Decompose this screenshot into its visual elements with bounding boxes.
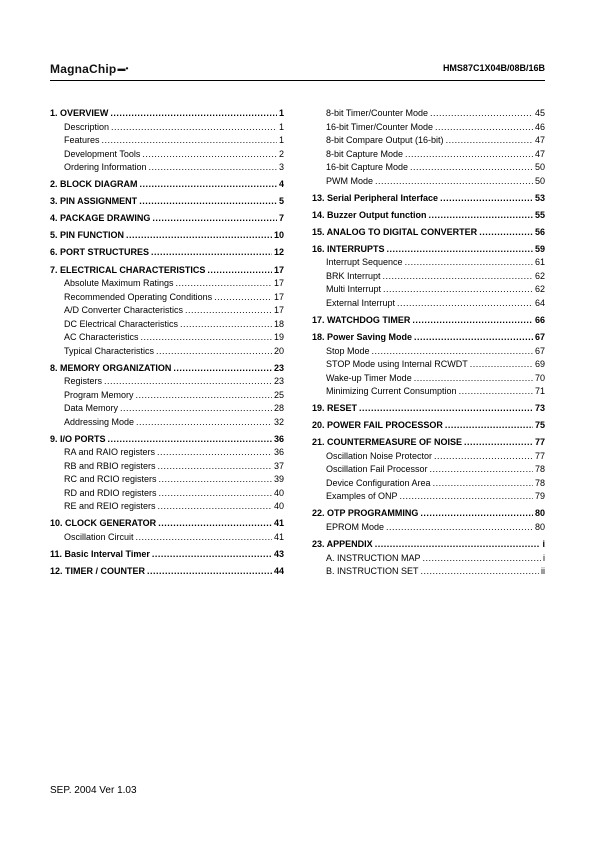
toc-entry-title: Data Memory xyxy=(64,403,119,414)
toc-entry-title: 23. APPENDIX xyxy=(312,539,373,550)
toc-section-entry[interactable] xyxy=(50,362,284,376)
toc-page-number: 25 xyxy=(273,389,284,400)
toc-page-number: 23 xyxy=(273,376,284,387)
toc-right-column xyxy=(312,107,545,579)
toc-leader-dots xyxy=(410,161,533,175)
toc-entry-title: 11. Basic Interval Timer xyxy=(50,548,150,559)
toc-entry-title: 21. COUNTERMEASURE OF NOISE xyxy=(312,437,463,448)
toc-page-number: 77 xyxy=(534,450,545,461)
toc-leader-dots xyxy=(152,212,277,226)
toc-leader-dots xyxy=(157,446,272,460)
logo-text: MagnaChip xyxy=(50,62,117,76)
toc-leader-dots xyxy=(400,490,533,504)
toc-page-number: 39 xyxy=(273,474,284,485)
toc-leader-dots xyxy=(149,161,277,175)
toc-subsection-entry[interactable] xyxy=(50,375,284,389)
toc-subsection-entry[interactable] xyxy=(312,175,545,189)
toc-leader-dots xyxy=(387,243,533,257)
toc-page-number: 66 xyxy=(534,314,545,325)
toc-entry-title: 3. PIN ASSIGNMENT xyxy=(50,196,138,207)
toc-page-number: 50 xyxy=(534,162,545,172)
toc-page-number: 12 xyxy=(273,247,284,258)
toc-leader-dots xyxy=(470,358,533,372)
toc-page-number: 17 xyxy=(273,291,284,302)
toc-page-number: 47 xyxy=(534,135,545,145)
toc-entry-title: 1. OVERVIEW xyxy=(50,108,109,118)
toc-page-number: 4 xyxy=(278,179,284,190)
toc-leader-dots xyxy=(375,175,533,189)
toc-entry-title: External Interrupt xyxy=(326,297,396,308)
toc-entry-title: STOP Mode using Internal RCWDT xyxy=(326,359,468,370)
toc-entry-title: 19. RESET xyxy=(312,403,358,414)
toc-subsection-entry[interactable] xyxy=(312,121,545,135)
toc-entry-title: Oscillation Circuit xyxy=(64,531,134,542)
toc-page-number: 77 xyxy=(534,437,545,448)
toc-entry-title: RD and RDIO registers xyxy=(64,487,157,498)
toc-section-entry[interactable] xyxy=(312,419,545,433)
toc-leader-dots xyxy=(430,107,533,121)
toc-page-number: 44 xyxy=(273,566,284,577)
toc-page-number: 78 xyxy=(534,477,545,488)
toc-leader-dots xyxy=(214,291,272,305)
toc-subsection-entry[interactable] xyxy=(312,450,545,464)
toc-page-number: 62 xyxy=(534,284,545,295)
toc-entry-title: Typical Characteristics xyxy=(64,345,155,356)
toc-subsection-entry[interactable] xyxy=(50,446,284,460)
toc-entry-title: 16-bit Timer/Counter Mode xyxy=(326,121,434,132)
toc-page-number: 64 xyxy=(534,297,545,308)
toc-page-number: 17 xyxy=(273,305,284,316)
toc-leader-dots xyxy=(152,548,272,562)
toc-entry-title: RE and REIO registers xyxy=(64,501,156,512)
toc-entry-title: 9. I/O PORTS xyxy=(50,433,106,444)
toc-entry-title: Registers xyxy=(64,376,103,387)
toc-subsection-entry[interactable] xyxy=(312,552,545,566)
toc-entry-title: 8-bit Compare Output (16-bit) xyxy=(326,135,444,145)
header-rule xyxy=(50,80,545,81)
toc-entry-title: Multi Interrupt xyxy=(326,284,382,295)
toc-page-number: 80 xyxy=(534,508,545,519)
toc-page-number: 28 xyxy=(273,403,284,414)
toc-leader-dots xyxy=(386,521,533,535)
toc-subsection-entry[interactable] xyxy=(50,331,284,345)
toc-entry-title: Oscillation Noise Protector xyxy=(326,450,433,461)
toc-subsection-entry[interactable] xyxy=(50,148,284,162)
toc-subsection-entry[interactable] xyxy=(50,402,284,416)
toc-entry-title: RC and RCIO registers xyxy=(64,474,157,485)
toc-page-number: 17 xyxy=(273,278,284,289)
toc-subsection-entry[interactable] xyxy=(312,283,545,297)
toc-subsection-entry[interactable] xyxy=(312,521,545,535)
toc-page-number: 41 xyxy=(273,531,284,542)
toc-subsection-entry[interactable] xyxy=(312,490,545,504)
toc-leader-dots xyxy=(140,178,277,192)
toc-section-entry[interactable] xyxy=(312,243,545,257)
toc-leader-dots xyxy=(414,331,533,345)
toc-entry-title: EPROM Mode xyxy=(326,521,385,532)
toc-section-entry[interactable] xyxy=(50,433,284,447)
toc-leader-dots xyxy=(108,433,272,447)
toc-subsection-entry[interactable] xyxy=(50,277,284,291)
toc-subsection-entry[interactable] xyxy=(50,134,284,148)
toc-leader-dots xyxy=(141,331,272,345)
toc-subsection-entry[interactable] xyxy=(312,385,545,399)
toc-section-entry[interactable] xyxy=(50,107,284,121)
toc-page-number: 7 xyxy=(278,213,284,224)
toc-leader-dots xyxy=(383,283,533,297)
toc-entry-title: Description xyxy=(64,121,110,132)
toc-subsection-entry[interactable] xyxy=(50,121,284,135)
toc-entry-title: 8. MEMORY ORGANIZATION xyxy=(50,362,172,373)
toc-page-number: 10 xyxy=(273,230,284,241)
toc-entry-title: Ordering Information xyxy=(64,162,147,172)
toc-entry-title: Addressing Mode xyxy=(64,416,135,427)
toc-leader-dots xyxy=(359,402,533,416)
toc-subsection-entry[interactable] xyxy=(50,500,284,514)
toc-subsection-entry[interactable] xyxy=(50,291,284,305)
toc-page-number: 1 xyxy=(278,121,284,132)
toc-page-number: 70 xyxy=(534,372,545,383)
toc-leader-dots xyxy=(446,134,533,148)
toc-subsection-entry[interactable] xyxy=(50,345,284,359)
toc-page-number: 50 xyxy=(534,175,545,186)
toc-section-entry[interactable] xyxy=(50,212,284,226)
toc-entry-title: A/D Converter Characteristics xyxy=(64,305,184,316)
toc-subsection-entry[interactable] xyxy=(312,107,545,121)
toc-page-number: 79 xyxy=(534,491,545,502)
toc-page-number: 40 xyxy=(273,487,284,498)
toc-entry-title: Absolute Maximum Ratings xyxy=(64,278,174,289)
toc-leader-dots xyxy=(405,148,533,162)
toc-entry-title: DC Electrical Characteristics xyxy=(64,318,179,329)
toc-entry-title: 16. INTERRUPTS xyxy=(312,243,385,254)
toc-subsection-entry[interactable] xyxy=(312,358,545,372)
toc-subsection-entry[interactable] xyxy=(312,148,545,162)
toc-page-number: 2 xyxy=(278,148,284,159)
toc-leader-dots xyxy=(159,487,272,501)
toc-subsection-entry[interactable] xyxy=(312,372,545,386)
toc-page-number: 5 xyxy=(278,196,284,207)
toc-entry-title: Device Configuration Area xyxy=(326,477,431,488)
toc-leader-dots xyxy=(104,375,272,389)
toc-entry-title: B. INSTRUCTION SET xyxy=(326,566,419,577)
toc-page-number: 23 xyxy=(273,362,284,373)
toc-entry-title: AC Characteristics xyxy=(64,332,139,343)
toc-entry-title: Development Tools xyxy=(64,148,141,159)
toc-subsection-entry[interactable] xyxy=(312,161,545,175)
toc-leader-dots xyxy=(423,552,541,566)
toc-page-number: 41 xyxy=(273,518,284,529)
toc-subsection-entry[interactable] xyxy=(312,134,545,148)
toc-entry-title: 4. PACKAGE DRAWING xyxy=(50,213,151,224)
toc-leader-dots xyxy=(430,463,533,477)
toc-page-number: 1 xyxy=(278,108,284,118)
toc-subsection-entry[interactable] xyxy=(50,416,284,430)
toc-page-number: 80 xyxy=(534,521,545,532)
toc-subsection-entry[interactable] xyxy=(312,565,545,579)
toc-section-entry[interactable] xyxy=(312,209,545,223)
toc-page-number: 61 xyxy=(534,257,545,268)
toc-leader-dots xyxy=(459,385,533,399)
toc-leader-dots xyxy=(110,107,277,121)
toc-leader-dots xyxy=(420,507,533,521)
toc-subsection-entry[interactable] xyxy=(312,270,545,284)
toc-entry-title: Stop Mode xyxy=(326,345,370,356)
toc-leader-dots xyxy=(433,477,533,491)
toc-page-number: 62 xyxy=(534,270,545,281)
toc-page-number: 59 xyxy=(534,243,545,254)
toc-entry-title: 5. PIN FUNCTION xyxy=(50,230,125,241)
toc-leader-dots xyxy=(147,565,272,579)
toc-page-number: 40 xyxy=(273,501,284,512)
toc-entry-title: Recommended Operating Conditions xyxy=(64,291,213,302)
logo-mark-icon: ▬• xyxy=(117,64,129,73)
toc-section-entry[interactable] xyxy=(50,548,284,562)
toc-entry-title: 16-bit Capture Mode xyxy=(326,162,409,172)
toc-section-entry[interactable] xyxy=(312,507,545,521)
toc-page-number: 18 xyxy=(273,318,284,329)
toc-entry-title: 20. POWER FAIL PROCESSOR xyxy=(312,420,443,431)
toc-entry-title: 14. Buzzer Output function xyxy=(312,209,427,220)
toc-page-number: 69 xyxy=(534,359,545,370)
toc-page-number: 1 xyxy=(278,135,284,145)
toc-leader-dots xyxy=(383,270,533,284)
toc-leader-dots xyxy=(136,416,272,430)
toc-subsection-entry[interactable] xyxy=(50,389,284,403)
toc-leader-dots xyxy=(207,264,272,278)
toc-leader-dots xyxy=(375,538,541,552)
toc-subsection-entry[interactable] xyxy=(312,256,545,270)
toc-entry-title: A. INSTRUCTION MAP xyxy=(326,552,421,563)
toc-page-number: 45 xyxy=(534,108,545,118)
toc-entry-title: 6. PORT STRUCTURES xyxy=(50,247,150,258)
toc-leader-dots xyxy=(372,345,533,359)
toc-subsection-entry[interactable] xyxy=(50,487,284,501)
toc-subsection-entry[interactable] xyxy=(312,345,545,359)
toc-page-number: 36 xyxy=(273,433,284,444)
toc-subsection-entry[interactable] xyxy=(50,531,284,545)
toc-page-number: 20 xyxy=(273,345,284,356)
toc-subsection-entry[interactable] xyxy=(50,161,284,175)
toc-page-number: 75 xyxy=(534,420,545,431)
toc-section-entry[interactable] xyxy=(50,229,284,243)
toc-page-number: 67 xyxy=(534,345,545,356)
toc-entry-title: Features xyxy=(64,135,100,145)
toc-page-number: 43 xyxy=(273,548,284,559)
toc-entry-title: Oscillation Fail Processor xyxy=(326,464,428,475)
toc-page-number: 67 xyxy=(534,332,545,343)
toc-page-number: i xyxy=(543,552,545,563)
toc-section-entry[interactable] xyxy=(50,517,284,531)
toc-leader-dots xyxy=(158,517,272,531)
toc-section-entry[interactable] xyxy=(312,331,545,345)
toc-leader-dots xyxy=(412,314,533,328)
toc-leader-dots xyxy=(159,473,272,487)
toc-entry-title: 10. CLOCK GENERATOR xyxy=(50,518,157,529)
toc-entry-title: 18. Power Saving Mode xyxy=(312,332,413,343)
toc-entry-title: 7. ELECTRICAL CHARACTERISTICS xyxy=(50,264,206,275)
toc-left-column xyxy=(50,107,284,579)
toc-subsection-entry[interactable] xyxy=(50,304,284,318)
toc-leader-dots xyxy=(111,121,277,135)
toc-leader-dots xyxy=(136,389,272,403)
toc-entry-title: 17. WATCHDOG TIMER xyxy=(312,314,411,325)
toc-leader-dots xyxy=(126,229,272,243)
toc-page-number: 3 xyxy=(278,162,284,172)
toc-page-number: 46 xyxy=(534,121,545,132)
toc-page-number: 17 xyxy=(273,264,284,275)
toc-leader-dots xyxy=(158,460,272,474)
toc-section-entry[interactable] xyxy=(50,195,284,209)
toc-leader-dots xyxy=(397,297,533,311)
toc-leader-dots xyxy=(464,436,533,450)
toc-page-number: 37 xyxy=(273,460,284,471)
toc-leader-dots xyxy=(136,531,272,545)
footer-version: SEP. 2004 Ver 1.03 xyxy=(50,785,137,796)
toc-subsection-entry[interactable] xyxy=(312,297,545,311)
toc-leader-dots xyxy=(120,402,272,416)
page-header xyxy=(50,62,545,78)
toc-page-number: ii xyxy=(541,566,545,577)
toc-entry-title: 8-bit Timer/Counter Mode xyxy=(326,108,429,118)
toc-page-number: i xyxy=(542,539,545,550)
toc-leader-dots xyxy=(173,362,272,376)
toc-section-entry[interactable] xyxy=(50,246,284,260)
toc-page-number: 36 xyxy=(273,447,284,458)
toc-leader-dots xyxy=(445,419,533,433)
toc-page-number: 53 xyxy=(534,192,545,203)
toc-leader-dots xyxy=(429,209,533,223)
toc-entry-title: PWM Mode xyxy=(326,175,374,186)
toc-subsection-entry[interactable] xyxy=(312,463,545,477)
document-id: HMS87C1X04B/08B/16B xyxy=(442,63,545,73)
toc-section-entry[interactable] xyxy=(50,178,284,192)
toc-subsection-entry[interactable] xyxy=(50,460,284,474)
toc-leader-dots xyxy=(440,192,533,206)
toc-leader-dots xyxy=(142,148,277,162)
toc-entry-title: RA and RAIO registers xyxy=(64,447,156,458)
toc-leader-dots xyxy=(151,246,272,260)
toc-leader-dots xyxy=(156,345,272,359)
toc-section-entry[interactable] xyxy=(312,192,545,206)
toc-entry-title: Program Memory xyxy=(64,389,134,400)
toc-entry-title: 12. TIMER / COUNTER xyxy=(50,566,146,577)
toc-page-number: 78 xyxy=(534,464,545,475)
toc-leader-dots xyxy=(185,304,272,318)
toc-page-number: 71 xyxy=(534,386,545,397)
toc-page-number: 56 xyxy=(534,226,545,237)
toc-leader-dots xyxy=(434,450,533,464)
toc-section-entry[interactable] xyxy=(312,314,545,328)
toc-entry-title: Wake-up Timer Mode xyxy=(326,372,412,383)
toc-leader-dots xyxy=(102,134,277,148)
toc-entry-title: BRK Interrupt xyxy=(326,270,381,281)
toc-subsection-entry[interactable] xyxy=(50,318,284,332)
toc-entry-title: 22. OTP PROGRAMMING xyxy=(312,508,419,519)
toc-leader-dots xyxy=(176,277,272,291)
toc-leader-dots xyxy=(405,256,533,270)
toc-section-entry[interactable] xyxy=(50,264,284,278)
toc-leader-dots xyxy=(139,195,277,209)
toc-entry-title: 8-bit Capture Mode xyxy=(326,148,404,159)
toc-entry-title: 13. Serial Peripheral Interface xyxy=(312,192,439,203)
toc-leader-dots xyxy=(414,372,533,386)
toc-entry-title: RB and RBIO registers xyxy=(64,460,156,471)
toc-leader-dots xyxy=(435,121,533,135)
toc-leader-dots xyxy=(421,565,539,579)
magnachip-logo xyxy=(50,62,129,76)
toc-section-entry[interactable] xyxy=(312,226,545,240)
toc-subsection-entry[interactable] xyxy=(312,477,545,491)
toc-section-entry[interactable] xyxy=(312,402,545,416)
toc-entry-title: Minimizing Current Consumption xyxy=(326,386,457,397)
toc-entry-title: Interrupt Sequence xyxy=(326,257,403,268)
toc-entry-title: 15. ANALOG TO DIGITAL CONVERTER xyxy=(312,226,478,237)
toc-page-number: 47 xyxy=(534,148,545,159)
toc-entry-title: Examples of ONP xyxy=(326,491,398,502)
toc-section-entry[interactable] xyxy=(312,436,545,450)
toc-page-number: 32 xyxy=(273,416,284,427)
toc-leader-dots xyxy=(479,226,533,240)
toc-leader-dots xyxy=(158,500,272,514)
toc-section-entry[interactable] xyxy=(50,565,284,579)
toc-page-number: 55 xyxy=(534,209,545,220)
toc-section-entry[interactable] xyxy=(312,538,545,552)
toc-leader-dots xyxy=(180,318,272,332)
toc-page-number: 19 xyxy=(273,332,284,343)
toc-subsection-entry[interactable] xyxy=(50,473,284,487)
toc-entry-title: 2. BLOCK DIAGRAM xyxy=(50,179,138,190)
toc-page-number: 73 xyxy=(534,403,545,414)
